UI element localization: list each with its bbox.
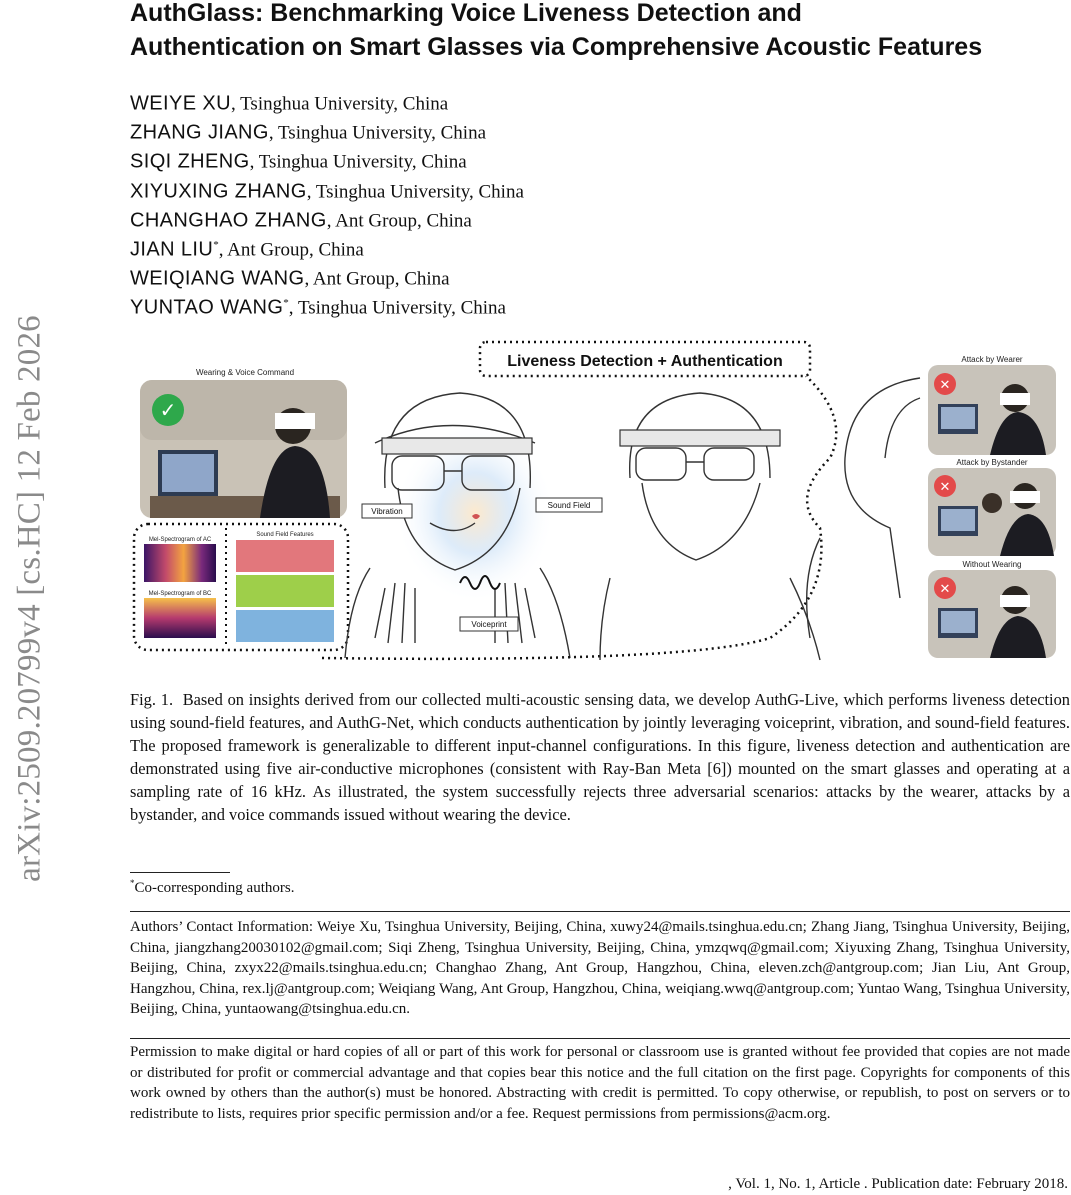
sound-field-features-label: Sound Field Features: [256, 532, 314, 538]
author-affiliation: , Ant Group, China: [218, 239, 364, 261]
author-list: [130, 85, 1030, 319]
cross-mark: ✕: [939, 378, 951, 393]
author-entry: [130, 143, 1030, 172]
author-name: YUNTAO WANG: [130, 296, 284, 319]
voiceprint-label: Voiceprint: [471, 620, 507, 629]
author-entry: [130, 260, 1030, 289]
permission-notice: Permission to make digital or hard copies of all or part of this work for personal or classroom use is granted without fee provided that copies are not made or distributed for profit or commercial advantage and that copies bear this notice and the full citation on the first page. Copyrights for components of this work owned by others than the author(s) must be honored. Abstracting with credit is permitted. To copy otherwise, or republish, to post on servers or to redistribute to lists, requires prior specific permission and/or a fee. Request permissions from permissions@acm.org.: [130, 1044, 1070, 1122]
attack-bystander-label: Attack by Bystander: [956, 458, 1028, 467]
author-entry: [130, 114, 1030, 143]
mel-ac-spectrogram: [144, 544, 216, 582]
figure-illustration: [130, 338, 1070, 666]
author-affiliation: , Tsinghua University, China: [306, 180, 524, 202]
author-entry: [130, 85, 1030, 114]
footnote-rule: [130, 872, 230, 873]
mel-ac-label: Mel-Spectrogram of AC: [148, 537, 212, 543]
author-name: SIQI ZHENG: [130, 150, 250, 173]
author-name: XIYUXING ZHANG: [130, 179, 307, 202]
author-affiliation: , Tsinghua University, China: [249, 151, 467, 173]
title-line: Authentication on Smart Glasses via Comprehensive Acoustic Features: [130, 33, 983, 61]
vibration-label: Vibration: [371, 507, 403, 516]
author-name: ZHANG JIANG: [130, 121, 269, 144]
author-affiliation: , Tsinghua University, China: [231, 93, 449, 115]
sound-field-blue-map: [236, 610, 334, 642]
sound-field-label: Sound Field: [547, 501, 591, 510]
caption-text: Based on insights derived from our collected multi-acoustic sensing data, we develop AuthG-Live, which performs liveness detection using sound-field features, and AuthG-Net, which conducts authentication by jointly leveraging voiceprint, vibration, and sound-field features. The proposed framework is generalizable to different input-channel configurations. In this figure, liveness detection and authentication are demonstrated using five air-conductive microphones (consistent with Ray-Ban Meta [6]) mounted on the smart glasses and operating at a sampling rate of 16 kHz. As illustrated, the system successfully rejects three adversarial scenarios: attacks by the wearer, attacks by a bystander, and voice commands issued without wearing the device.: [130, 690, 1070, 824]
author-affiliation: , Tsinghua University, China: [268, 122, 487, 144]
author-name: WEIQIANG WANG: [130, 267, 305, 290]
author-affiliation: , Ant Group, China: [304, 268, 450, 290]
wearing-photo: [140, 380, 347, 518]
paper-title: [130, 0, 1070, 64]
sound-field-green-map: [236, 575, 334, 607]
cross-mark: ✕: [939, 582, 951, 597]
permission-rule: [130, 1038, 1070, 1039]
mel-bc-label: Mel-Spectrogram of BC: [148, 591, 212, 597]
publication-info: , Vol. 1, No. 1, Article . Publication date: February 2018.: [728, 1176, 1068, 1192]
without-wearing-photo: [928, 570, 1056, 658]
author-entry: [130, 231, 1030, 260]
author-entry: [130, 289, 1030, 318]
figure-1: [130, 338, 1070, 666]
footnote: [130, 878, 294, 897]
wearing-label: Wearing & Voice Command: [195, 368, 295, 377]
author-affiliation: , Tsinghua University, China: [288, 297, 506, 319]
footnote-text: Co-corresponding authors.: [134, 880, 295, 896]
contact-information: Authors’ Contact Information: Weiye Xu, Tsinghua University, Beijing, China, xuwy24@mails.tsinghua.edu.cn; Zhang Jiang, Tsinghua University, Beijing, China, jiangzhang20030102@gmail.com; Siqi Zheng, Tsinghua University, Beijing, China, ymzqwq@gmail.com; Xiyuxing Zhang, Tsinghua University, Beijing, China, zxyx22@mails.tsinghua.edu.cn; Changhao Zhang, Ant Group, Hangzhou, China, eleven.zch@antgroup.com; Jian Liu, Ant Group, Hangzhou, China, rex.lj@antgroup.com; Weiqiang Wang, Ant Group, Hangzhou, China, weiqiang.wwq@antgroup.com; Yuntao Wang, Tsinghua University, Beijing, China, yuntaowang@tsinghua.edu.cn.: [130, 919, 1070, 1017]
caption-label: Fig. 1.: [130, 690, 174, 709]
attack-wearer-photo: [928, 365, 1056, 455]
contact-rule: [130, 911, 1070, 912]
author-mark: *: [213, 238, 219, 251]
author-name: JIAN LIU: [130, 238, 214, 261]
arxiv-identifier: arXiv:2509.20799v4 [cs.HC] 12 Feb 2026: [11, 315, 48, 882]
author-affiliation: , Ant Group, China: [326, 210, 472, 232]
attacker-sketch: [600, 378, 920, 660]
author-name: CHANGHAO ZHANG: [130, 209, 327, 232]
attack-bystander-photo: [928, 468, 1056, 556]
banner-label: Liveness Detection + Authentication: [507, 353, 783, 370]
mel-bc-spectrogram: [144, 598, 216, 638]
check-mark: ✓: [159, 398, 177, 422]
without-wearing-label: Without Wearing: [962, 560, 1022, 569]
footnote-mark: *: [130, 878, 135, 888]
author-entry: [130, 173, 1030, 202]
author-name: WEIYE XU: [130, 92, 231, 115]
figure-caption: [130, 688, 1070, 826]
attack-wearer-label: Attack by Wearer: [961, 355, 1023, 364]
author-entry: [130, 202, 1030, 231]
author-mark: *: [283, 297, 289, 310]
title-line: AuthGlass: Benchmarking Voice Liveness Detection and: [130, 0, 802, 27]
cross-mark: ✕: [939, 480, 951, 495]
